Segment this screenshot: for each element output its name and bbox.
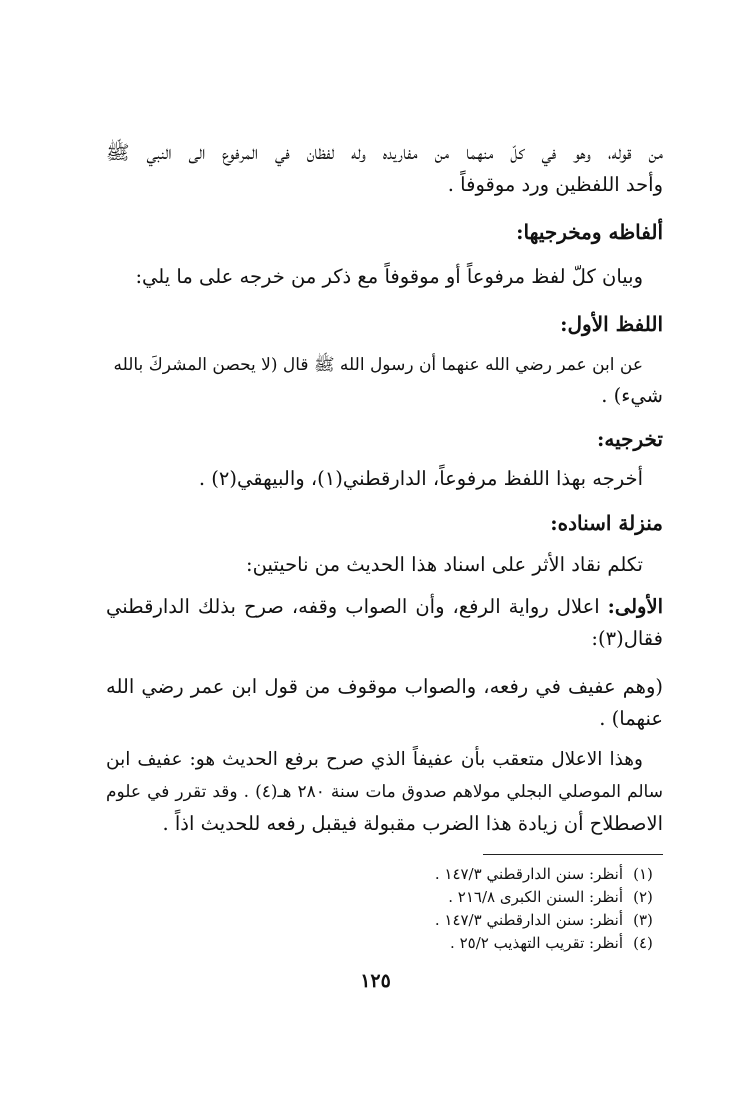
footnote <box>106 863 663 885</box>
section-heading: منزلة اسناده: <box>550 511 663 535</box>
text-line: عن ابن عمر رضي الله عنهما أن رسول الله ﷺ قال (لا يحصن المشركَ بالله <box>113 355 643 375</box>
text-run: اعلال رواية الرفع، وأن الصواب وقفه، صرح بذلك الدارقطني <box>106 595 608 618</box>
section-heading: اللفظ الأول: <box>560 312 663 336</box>
text-line: تكلم نقاد الأثر على اسناد هذا الحديث من ناحيتين: <box>246 553 643 576</box>
footnote-text: أنظر: السنن الكبرى ٢١٦/٨ . <box>448 888 623 906</box>
footnote-number: (٣) <box>633 911 653 929</box>
footnote-text: أنظر: تقريب التهذيب ٢٥/٢ . <box>450 934 623 952</box>
section-heading: ألفاظه ومخرجيها: <box>516 220 663 244</box>
footnote-text: أنظر: سنن الدارقطني ١٤٧/٣ . <box>434 911 623 929</box>
footnote-number: (١) <box>633 865 653 883</box>
text-line: أخرجه بهذا اللفظ مرفوعاً، الدارقطني(١)، والبيهقي(٢) . <box>198 467 643 490</box>
text-line: شيء) . <box>601 384 663 407</box>
text-line <box>106 592 663 622</box>
text-line: فقال(٣): <box>591 627 663 650</box>
text-line: (وهم عفيف في رفعه، والصواب موقوف من قول ابن عمر رضي الله <box>106 675 663 698</box>
text-line: وبيان كلّ لفظ مرفوعاً أو موقوفاً مع ذكر من خرجه على ما يلي: <box>135 265 643 288</box>
footnote <box>106 932 663 954</box>
footnote <box>106 886 663 908</box>
text-line: وأحد اللفظين ورد موقوفاً . <box>447 173 663 196</box>
section-heading: تخرجيه: <box>596 427 663 451</box>
text-line: سالم الموصلي البجلي مولاهم صدوق مات سنة ٢٨٠ هـ(٤) . وقد تقرر في علوم <box>106 782 663 802</box>
footnote-number: (٢) <box>633 888 653 906</box>
page-number: ١٢٥ <box>360 970 391 992</box>
footnote-divider <box>483 854 663 855</box>
lead-term: الأولى: <box>607 595 663 618</box>
text-line: الاصطلاح أن زيادة هذا الضرب مقبولة فيقبل رفعه للحديث اذاً . <box>162 812 663 835</box>
text-line: من قوله، وهو في كلّ منهما من مفاريده وله لفظان في المرفوع الى النبي ﷺ <box>106 141 663 164</box>
footnote <box>106 909 663 931</box>
text-line: وهذا الاعلال متعقب بأن عفيفاً الذي صرح برفع الحديث هو: عفيف ابن <box>106 749 643 770</box>
text-line: عنهما) . <box>599 707 663 730</box>
footnote-text: أنظر: سنن الدارقطني ١٤٧/٣ . <box>434 865 623 883</box>
footnote-number: (٤) <box>633 934 653 952</box>
